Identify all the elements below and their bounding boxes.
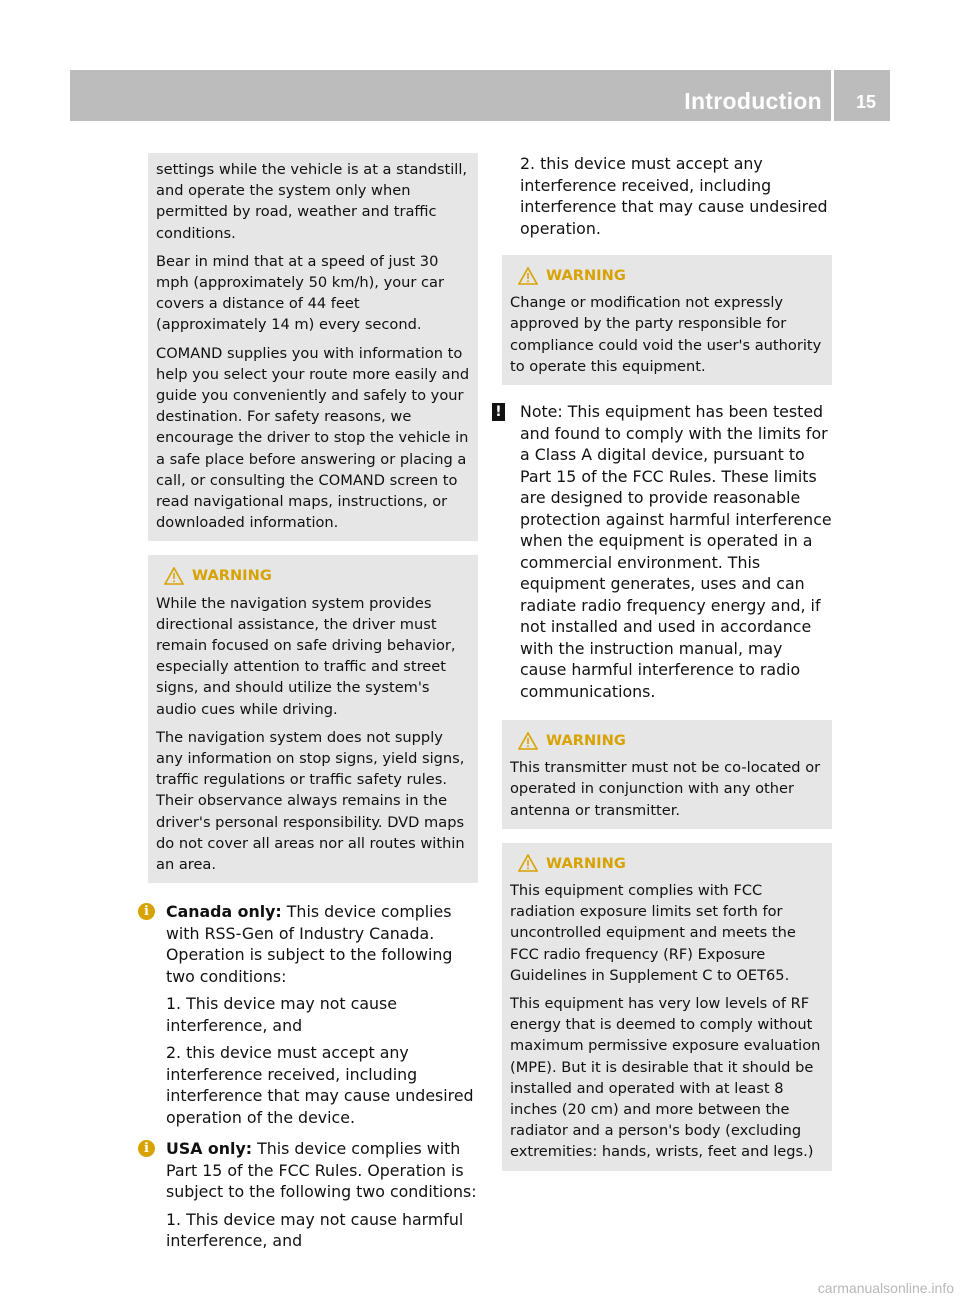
list-item: 2. this device must accept any interference received, including interference that may cause undesired operation of the device. <box>166 1043 474 1127</box>
note-text: This device complies with Part 15 of the FCC Rules. Operation is subject to the following two conditions: <box>166 1139 477 1202</box>
paragraph: settings while the vehicle is at a standstill, and operate the system only when permitted by road, weather and traffic conditions. <box>156 161 468 242</box>
note-lead: Canada only: <box>166 902 282 922</box>
paragraph: Change or modification not expressly approved by the party responsible for compliance could void the user's authority to operate this equipment. <box>510 294 822 375</box>
paragraph: This equipment has very low levels of RF energy that is deemed to comply without maximum permissive exposure evaluation (MPE). But it is desirable that it should be installed and operated with at least 8 inches (20 cm) and more between the radiator and a person's body (excluding extremities: hands, wrists, feet and legs.) <box>510 995 821 1161</box>
page-number: 15 <box>855 92 876 112</box>
warning-box <box>502 255 832 385</box>
info-icon: i <box>138 1140 155 1157</box>
list-item: 1. This device may not cause harmful interference, and <box>166 1209 464 1251</box>
warning-triangle-icon <box>518 732 538 750</box>
warning-label: WARNING <box>192 567 272 585</box>
right-column <box>495 153 832 1171</box>
warning-label: WARNING <box>546 854 626 872</box>
exclamation-icon: ! <box>492 403 505 421</box>
paragraph: Bear in mind that at a speed of just 30 mph (approximately 50 km/h), your car covers a distance of 44 feet (approximately 14 m) every second. <box>156 252 445 334</box>
continued-text <box>502 153 832 239</box>
warning-triangle-icon <box>518 267 538 285</box>
warning-heading <box>518 265 824 286</box>
header-divider <box>831 70 834 121</box>
left-column <box>144 153 478 1258</box>
paragraph: While the navigation system provides directional assistance, the driver must remain focused on safe driving behavior, especially attention to traffic and street signs, and should utilize the system's audio cues while driving. <box>156 594 456 718</box>
paragraph <box>166 1138 478 1203</box>
warning-label: WARNING <box>546 267 626 284</box>
warning-label: WARNING <box>546 732 626 750</box>
equipment-note <box>495 401 832 702</box>
paragraph <box>166 901 478 987</box>
paragraph: The navigation system does not supply any information on stop signs, yield signs, traffic regulations or traffic safety rules. Their observance always remains in the driver's personal responsibility. DVD maps do not cover all areas nor all routes within an area. <box>156 728 465 874</box>
canada-note <box>144 901 478 1128</box>
list-item: 1. This device may not cause interference, and <box>166 994 397 1035</box>
watermark-text: carmanualsonline.info <box>817 1280 954 1296</box>
warning-heading <box>164 565 470 586</box>
warning-box <box>502 720 832 829</box>
warning-box <box>148 555 478 883</box>
warning-box <box>502 843 832 1171</box>
info-box <box>148 153 478 541</box>
section-title: Introduction <box>684 88 822 114</box>
warning-heading <box>518 730 824 751</box>
list-item: 2. this device must accept any interference received, including interference that may cause undesired operation. <box>520 154 828 238</box>
paragraph: COMAND supplies you with information to help you select your route more easily and guide you conveniently and safely to your destination. For safety reasons, we encourage the driver to stop the vehicle in a safe place before answering or placing a call, or consulting the COMAND screen to read navigational maps, instructions, or downloaded information. <box>156 344 470 532</box>
page-header <box>70 70 890 121</box>
warning-triangle-icon <box>518 854 538 872</box>
paragraph: Note: This equipment has been tested and found to comply with the limits for a Class A digital device, pursuant to Part 15 of the FCC Rules. These limits are designed to provide reasonable protection against harmful interference when the equipment is operated in a commercial environment. This equipment generates, uses and can radiate radio frequency energy and, if not installed and used in accordance with the instruction manual, may cause harmful interference to radio communications. <box>520 402 832 701</box>
paragraph: This equipment complies with FCC radiation exposure limits set forth for uncontrolled equipment and meets the FCC radio frequency (RF) Exposure Guidelines in Supplement C to OET65. <box>510 882 796 984</box>
note-lead: USA only: <box>166 1139 253 1159</box>
info-icon: i <box>138 903 155 920</box>
warning-heading <box>518 853 824 874</box>
warning-triangle-icon <box>164 567 184 585</box>
note-text: This device complies with RSS-Gen of Industry Canada. Operation is subject to the following two conditions: <box>166 902 453 986</box>
usa-note <box>144 1138 478 1252</box>
paragraph: This transmitter must not be co-located or operated in conjunction with any other antenna or transmitter. <box>510 759 821 819</box>
